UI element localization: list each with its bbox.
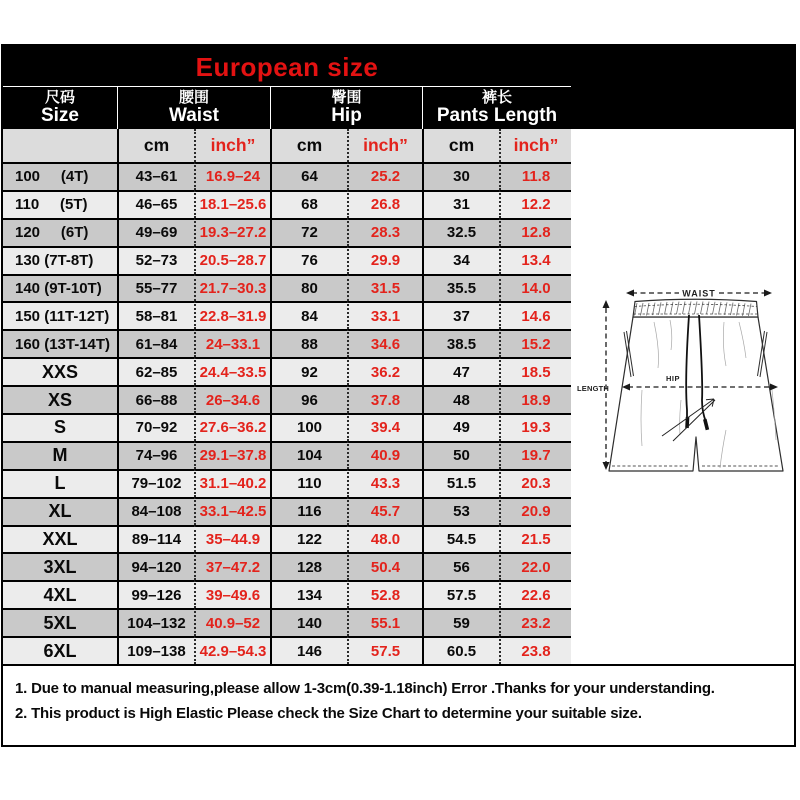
value-cell: 59 (422, 608, 499, 636)
value-cell: 79–102 (117, 469, 194, 497)
value-cell: 13.4 (499, 246, 571, 274)
notes-box (3, 664, 794, 747)
value-cell: 31 (422, 190, 499, 218)
length-diagram-label: LENGTH (577, 384, 610, 393)
value-cell: 23.2 (499, 608, 571, 636)
value-cell: 134 (270, 580, 347, 608)
pants-length-label-en: Pants Length (436, 104, 558, 126)
value-cell: 110 (270, 469, 347, 497)
value-cell: 39–49.6 (194, 580, 270, 608)
value-cell: 74–96 (117, 441, 194, 469)
value-cell: 89–114 (117, 525, 194, 553)
value-cell: 34.6 (347, 329, 422, 357)
value-cell: 84–108 (117, 497, 194, 525)
value-cell: 54.5 (422, 525, 499, 553)
shorts-drawing (576, 270, 796, 482)
value-cell: 22.8–31.9 (194, 301, 270, 329)
size-cell: 6XL (3, 636, 117, 664)
value-cell: 39.4 (347, 413, 422, 441)
size-label-zh: 尺码 (44, 89, 75, 107)
pants-cm-unit: cm (422, 129, 499, 162)
size-cell: XS (3, 385, 117, 413)
value-cell: 40.9–52 (194, 608, 270, 636)
column-header-size (3, 87, 117, 129)
unit-cell-empty (3, 129, 117, 162)
value-cell: 35.5 (422, 274, 499, 302)
value-cell: 140 (270, 608, 347, 636)
value-cell: 100 (270, 413, 347, 441)
size-cell: 110 (5T) (3, 190, 117, 218)
value-cell: 88 (270, 329, 347, 357)
value-cell: 104 (270, 441, 347, 469)
shorts-measurement-diagram (576, 270, 796, 482)
value-cell: 64 (270, 162, 347, 190)
hip-diagram-label: HIP (665, 374, 681, 383)
value-cell: 24–33.1 (194, 329, 270, 357)
size-label-en: Size (40, 104, 80, 126)
value-cell: 20.5–28.7 (194, 246, 270, 274)
waist-label-en: Waist (169, 104, 219, 126)
size-table (3, 129, 571, 664)
value-cell: 36.2 (347, 357, 422, 385)
value-cell: 26–34.6 (194, 385, 270, 413)
pants-inch-unit: inch” (499, 129, 571, 162)
value-cell: 37–47.2 (194, 552, 270, 580)
size-cell: S (3, 413, 117, 441)
value-cell: 48.0 (347, 525, 422, 553)
value-cell: 28.3 (347, 218, 422, 246)
size-cell: 120 (6T) (3, 218, 117, 246)
value-cell: 33.1–42.5 (194, 497, 270, 525)
value-cell: 104–132 (117, 608, 194, 636)
value-cell: 37 (422, 301, 499, 329)
size-cell: L (3, 469, 117, 497)
value-cell: 19.3–27.2 (194, 218, 270, 246)
pants-length-label-zh: 裤长 (481, 89, 512, 107)
value-cell: 66–88 (117, 385, 194, 413)
value-cell: 29.1–37.8 (194, 441, 270, 469)
column-header-pants-length (422, 87, 571, 129)
value-cell: 18.9 (499, 385, 571, 413)
value-cell: 92 (270, 357, 347, 385)
hip-inch-unit: inch” (347, 129, 422, 162)
value-cell: 18.5 (499, 357, 571, 385)
value-cell: 31.5 (347, 274, 422, 302)
value-cell: 40.9 (347, 441, 422, 469)
value-cell: 38.5 (422, 329, 499, 357)
value-cell: 18.1–25.6 (194, 190, 270, 218)
size-cell: XXS (3, 357, 117, 385)
value-cell: 80 (270, 274, 347, 302)
size-cell: 160 (13T-14T) (3, 329, 117, 357)
note-line-2: 2. This product is High Elastic Please check the Size Chart to determine your suitable size. (15, 705, 642, 722)
shorts-body (609, 317, 783, 471)
value-cell: 32.5 (422, 218, 499, 246)
value-cell: 15.2 (499, 329, 571, 357)
value-cell: 24.4–33.5 (194, 357, 270, 385)
value-cell: 76 (270, 246, 347, 274)
value-cell: 23.8 (499, 636, 571, 664)
waist-cm-unit: cm (117, 129, 194, 162)
hip-cm-unit: cm (270, 129, 347, 162)
value-cell: 53 (422, 497, 499, 525)
size-cell: 130 (7T-8T) (3, 246, 117, 274)
note-line-1: 1. Due to manual measuring,please allow 1-3cm(0.39-1.18inch) Error .Thanks for your understanding. (15, 680, 715, 697)
value-cell: 43–61 (117, 162, 194, 190)
value-cell: 122 (270, 525, 347, 553)
page-title: European size (195, 52, 379, 82)
header-band (3, 46, 794, 129)
value-cell: 51.5 (422, 469, 499, 497)
waist-inch-unit: inch” (194, 129, 270, 162)
value-cell: 21.7–30.3 (194, 274, 270, 302)
value-cell: 50 (422, 441, 499, 469)
column-header-waist (117, 87, 270, 129)
value-cell: 62–85 (117, 357, 194, 385)
size-cell: XXL (3, 525, 117, 553)
value-cell: 56 (422, 552, 499, 580)
value-cell: 50.4 (347, 552, 422, 580)
value-cell: 35–44.9 (194, 525, 270, 553)
value-cell: 47 (422, 357, 499, 385)
value-cell: 12.8 (499, 218, 571, 246)
column-header-hip (270, 87, 422, 129)
value-cell: 46–65 (117, 190, 194, 218)
unit-header-row (3, 129, 569, 162)
value-cell: 20.9 (499, 497, 571, 525)
waist-diagram-label: WAIST (682, 288, 716, 299)
value-cell: 57.5 (347, 636, 422, 664)
value-cell: 42.9–54.3 (194, 636, 270, 664)
size-cell: XL (3, 497, 117, 525)
size-cell: 5XL (3, 608, 117, 636)
value-cell: 26.8 (347, 190, 422, 218)
value-cell: 109–138 (117, 636, 194, 664)
value-cell: 48 (422, 385, 499, 413)
size-cell: 140 (9T-10T) (3, 274, 117, 302)
value-cell: 12.2 (499, 190, 571, 218)
value-cell: 99–126 (117, 580, 194, 608)
value-cell: 22.6 (499, 580, 571, 608)
size-cell: 3XL (3, 552, 117, 580)
value-cell: 84 (270, 301, 347, 329)
hip-label-en: Hip (331, 104, 362, 126)
value-cell: 21.5 (499, 525, 571, 553)
size-cell: 150 (11T-12T) (3, 301, 117, 329)
value-cell: 55–77 (117, 274, 194, 302)
value-cell: 52–73 (117, 246, 194, 274)
value-cell: 45.7 (347, 497, 422, 525)
value-cell: 34 (422, 246, 499, 274)
value-cell: 11.8 (499, 162, 571, 190)
value-cell: 30 (422, 162, 499, 190)
value-cell: 31.1–40.2 (194, 469, 270, 497)
value-cell: 37.8 (347, 385, 422, 413)
column-headers (3, 86, 571, 129)
waist-label-zh: 腰围 (178, 89, 209, 107)
value-cell: 33.1 (347, 301, 422, 329)
value-cell: 58–81 (117, 301, 194, 329)
value-cell: 94–120 (117, 552, 194, 580)
value-cell: 49–69 (117, 218, 194, 246)
value-cell: 19.7 (499, 441, 571, 469)
value-cell: 61–84 (117, 329, 194, 357)
value-cell: 20.3 (499, 469, 571, 497)
value-cell: 25.2 (347, 162, 422, 190)
value-cell: 16.9–24 (194, 162, 270, 190)
value-cell: 96 (270, 385, 347, 413)
value-cell: 27.6–36.2 (194, 413, 270, 441)
value-cell: 116 (270, 497, 347, 525)
value-cell: 29.9 (347, 246, 422, 274)
value-cell: 128 (270, 552, 347, 580)
value-cell: 22.0 (499, 552, 571, 580)
value-cell: 14.6 (499, 301, 571, 329)
value-cell: 52.8 (347, 580, 422, 608)
value-cell: 57.5 (422, 580, 499, 608)
value-cell: 14.0 (499, 274, 571, 302)
table-body (3, 162, 569, 664)
size-cell: 4XL (3, 580, 117, 608)
value-cell: 72 (270, 218, 347, 246)
value-cell: 49 (422, 413, 499, 441)
size-cell: M (3, 441, 117, 469)
value-cell: 60.5 (422, 636, 499, 664)
value-cell: 55.1 (347, 608, 422, 636)
hip-label-zh: 臀围 (331, 89, 362, 107)
value-cell: 43.3 (347, 469, 422, 497)
size-cell: 100 (4T) (3, 162, 117, 190)
chart-frame (1, 44, 796, 747)
value-cell: 146 (270, 636, 347, 664)
value-cell: 70–92 (117, 413, 194, 441)
value-cell: 19.3 (499, 413, 571, 441)
value-cell: 68 (270, 190, 347, 218)
